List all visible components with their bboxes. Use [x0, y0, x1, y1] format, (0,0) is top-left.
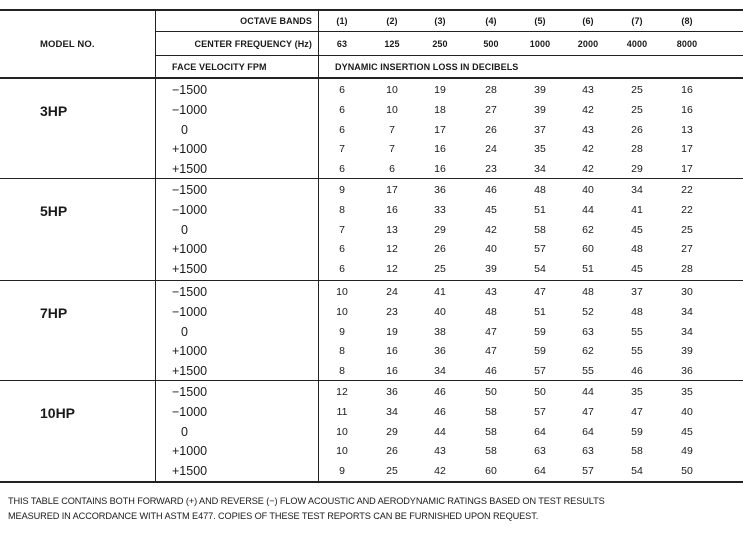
insertion-loss-cell: 48 [631, 243, 643, 256]
insertion-loss-cell: 29 [631, 163, 643, 176]
column-rule-velocity [318, 10, 319, 482]
insertion-loss-cell: 16 [386, 345, 398, 358]
insertion-loss-cell: 30 [681, 286, 693, 298]
insertion-loss-cell: 43 [485, 286, 497, 298]
insertion-loss-cell: 17 [386, 184, 398, 196]
insertion-loss-cell: 29 [434, 223, 446, 236]
insertion-loss-cell: 38 [434, 325, 446, 338]
face-velocity-value: 0 [181, 324, 188, 339]
insertion-loss-cell: 35 [631, 386, 643, 398]
footnote-line-2: MEASURED IN ACCORDANCE WITH ASTM E477. COPIES OF THESE TEST REPORTS CAN BE FURNISHED UPON REQUEST. [8, 511, 539, 521]
insertion-loss-cell: 44 [434, 425, 446, 438]
insertion-loss-cell: 13 [681, 123, 693, 136]
insertion-loss-cell: 60 [485, 465, 497, 478]
insertion-loss-cell: 6 [339, 123, 345, 136]
center-frequency-value: 4000 [626, 39, 648, 49]
insertion-loss-cell: 46 [434, 386, 446, 398]
insertion-loss-cell: 42 [434, 465, 446, 478]
face-velocity-value: −1500 [172, 385, 208, 399]
insertion-loss-cell: 39 [681, 345, 693, 358]
insertion-loss-cell: 6 [389, 163, 395, 176]
insertion-loss-cell: 51 [582, 263, 594, 276]
octave-band-number: (5) [534, 16, 546, 26]
insertion-loss-cell: 45 [631, 223, 643, 236]
face-velocity-value: +1500 [172, 262, 208, 277]
insertion-loss-cell: 6 [339, 263, 345, 276]
group-rule-1 [0, 178, 743, 179]
insertion-loss-cell: 25 [631, 84, 643, 96]
insertion-loss-cell: 26 [386, 445, 398, 458]
insertion-loss-cell: 62 [582, 223, 594, 236]
insertion-loss-cell: 37 [631, 286, 643, 298]
insertion-loss-cell: 10 [336, 445, 348, 458]
insertion-loss-cell: 6 [339, 84, 345, 96]
insertion-loss-cell: 50 [534, 386, 546, 398]
insertion-loss-cell: 12 [386, 263, 398, 276]
column-rule-model [155, 10, 156, 482]
footnote-line-1: THIS TABLE CONTAINS BOTH FORWARD (+) AND REVERSE (−) FLOW ACOUSTIC AND AERODYNAMIC RATINGS BASED ON TEST RESULTS [8, 496, 605, 506]
insertion-loss-cell: 55 [631, 345, 643, 358]
model-name: 10HP [40, 405, 76, 421]
insertion-loss-cell: 34 [534, 163, 546, 176]
insertion-loss-cell: 9 [339, 184, 345, 196]
face-velocity-value: −1000 [172, 202, 208, 217]
octave-band-number: (1) [336, 16, 348, 26]
model-name: 5HP [40, 203, 68, 219]
face-velocity-value: 0 [181, 222, 188, 237]
insertion-loss-cell: 9 [339, 465, 345, 478]
insertion-loss-cell: 43 [434, 445, 446, 458]
insertion-loss-cell: 24 [485, 143, 497, 156]
insertion-loss-cell: 47 [582, 405, 594, 418]
insertion-loss-cell: 28 [681, 263, 693, 276]
insertion-loss-cell: 54 [534, 263, 546, 276]
insertion-loss-cell: 60 [582, 243, 594, 256]
octave-band-number: (7) [631, 16, 643, 26]
insertion-loss-cell: 42 [485, 223, 497, 236]
face-velocity-value: 0 [181, 122, 188, 137]
face-velocity-value: +1500 [172, 162, 208, 177]
insertion-loss-cell: 64 [534, 425, 546, 438]
insertion-loss-cell: 36 [386, 386, 398, 398]
insertion-loss-cell: 25 [681, 223, 693, 236]
model-name: 3HP [40, 103, 68, 119]
face-velocity-label: FACE VELOCITY FPM [172, 62, 267, 72]
face-velocity-value: +1500 [172, 464, 208, 479]
face-velocity-value: +1000 [172, 444, 208, 459]
insertion-loss-cell: 40 [681, 405, 693, 418]
insertion-loss-cell: 49 [681, 445, 693, 458]
insertion-loss-cell: 26 [485, 123, 497, 136]
header-rule-2 [155, 55, 743, 56]
center-frequency-value: 2000 [577, 39, 599, 49]
insertion-loss-cell: 17 [681, 163, 693, 176]
insertion-loss-cell: 16 [386, 203, 398, 216]
model-name: 7HP [40, 305, 68, 321]
face-velocity-value: +1500 [172, 364, 208, 379]
insertion-loss-cell: 28 [485, 84, 497, 96]
insertion-loss-cell: 36 [434, 184, 446, 196]
insertion-loss-cell: 39 [485, 263, 497, 276]
insertion-loss-cell: 19 [386, 325, 398, 338]
insertion-loss-cell: 6 [339, 243, 345, 256]
center-frequency-label: CENTER FREQUENCY (Hz) [194, 39, 312, 49]
insertion-loss-cell: 8 [339, 365, 345, 378]
insertion-loss-cell: 46 [631, 365, 643, 378]
face-velocity-value: −1000 [172, 304, 208, 319]
insertion-loss-cell: 47 [485, 345, 497, 358]
insertion-loss-cell: 7 [339, 223, 345, 236]
insertion-loss-cell: 45 [631, 263, 643, 276]
insertion-loss-cell: 10 [386, 84, 398, 96]
insertion-loss-cell: 29 [386, 425, 398, 438]
octave-band-number: (8) [681, 16, 693, 26]
insertion-loss-cell: 48 [534, 184, 546, 196]
insertion-loss-cell: 42 [582, 143, 594, 156]
insertion-loss-cell: 58 [485, 405, 497, 418]
insertion-loss-cell: 62 [582, 345, 594, 358]
bottom-border [0, 481, 743, 483]
insertion-loss-cell: 42 [582, 103, 594, 116]
insertion-loss-cell: 7 [389, 143, 395, 156]
insertion-loss-cell: 51 [534, 305, 546, 318]
insertion-loss-cell: 34 [681, 305, 693, 318]
center-frequency-value: 125 [384, 39, 400, 49]
insertion-loss-cell: 16 [386, 365, 398, 378]
insertion-loss-cell: 24 [386, 286, 398, 298]
insertion-loss-cell: 59 [534, 325, 546, 338]
insertion-loss-cell: 16 [681, 103, 693, 116]
insertion-loss-cell: 55 [582, 365, 594, 378]
insertion-loss-cell: 33 [434, 203, 446, 216]
insertion-loss-cell: 27 [681, 243, 693, 256]
insertion-loss-cell: 25 [386, 465, 398, 478]
insertion-loss-cell: 27 [485, 103, 497, 116]
insertion-loss-cell: 58 [534, 223, 546, 236]
insertion-loss-cell: 10 [386, 103, 398, 116]
insertion-loss-cell: 58 [485, 445, 497, 458]
face-velocity-value: −1500 [172, 83, 208, 97]
octave-band-number: (3) [434, 16, 446, 26]
insertion-loss-cell: 37 [534, 123, 546, 136]
insertion-loss-cell: 10 [336, 425, 348, 438]
insertion-loss-cell: 8 [339, 345, 345, 358]
insertion-loss-cell: 55 [631, 325, 643, 338]
insertion-loss-cell: 51 [534, 203, 546, 216]
insertion-loss-cell: 16 [434, 143, 446, 156]
insertion-loss-cell: 10 [336, 305, 348, 318]
insertion-loss-cell: 26 [434, 243, 446, 256]
insertion-loss-cell: 34 [386, 405, 398, 418]
insertion-loss-cell: 17 [681, 143, 693, 156]
insertion-loss-cell: 57 [534, 243, 546, 256]
octave-band-number: (6) [582, 16, 594, 26]
insertion-loss-cell: 39 [534, 103, 546, 116]
octave-band-number: (2) [386, 16, 398, 26]
top-border [0, 9, 743, 11]
insertion-loss-cell: 23 [386, 305, 398, 318]
face-velocity-value: +1000 [172, 344, 208, 359]
insertion-loss-cell: 36 [434, 345, 446, 358]
insertion-loss-cell: 7 [339, 143, 345, 156]
insertion-loss-cell: 44 [582, 386, 594, 398]
insertion-loss-cell: 63 [534, 445, 546, 458]
insertion-loss-cell: 41 [434, 286, 446, 298]
insertion-loss-cell: 43 [582, 123, 594, 136]
insertion-loss-cell: 34 [681, 325, 693, 338]
insertion-loss-cell: 10 [336, 286, 348, 298]
center-frequency-value: 1000 [529, 39, 551, 49]
octave-bands-label: OCTAVE BANDS [240, 16, 312, 26]
center-frequency-value: 500 [483, 39, 499, 49]
insertion-loss-cell: 48 [631, 305, 643, 318]
insertion-loss-cell: 47 [631, 405, 643, 418]
insertion-loss-cell: 42 [582, 163, 594, 176]
insertion-loss-cell: 13 [386, 223, 398, 236]
insertion-loss-cell: 19 [434, 84, 446, 96]
insertion-loss-cell: 23 [485, 163, 497, 176]
insertion-loss-cell: 46 [434, 405, 446, 418]
insertion-loss-cell: 8 [339, 203, 345, 216]
insertion-loss-cell: 25 [434, 263, 446, 276]
insertion-loss-cell: 34 [434, 365, 446, 378]
insertion-loss-cell: 12 [386, 243, 398, 256]
dynamic-loss-label: DYNAMIC INSERTION LOSS IN DECIBELS [335, 62, 519, 72]
insertion-loss-cell: 16 [434, 163, 446, 176]
face-velocity-value: +1000 [172, 142, 208, 157]
center-frequency-value: 250 [432, 39, 448, 49]
face-velocity-value: −1500 [172, 285, 208, 299]
insertion-loss-cell: 45 [681, 425, 693, 438]
insertion-loss-cell: 59 [534, 345, 546, 358]
group-rule-2 [0, 280, 743, 281]
insertion-loss-cell: 46 [485, 184, 497, 196]
insertion-loss-cell: 40 [434, 305, 446, 318]
insertion-loss-cell: 16 [681, 84, 693, 96]
insertion-loss-cell: 9 [339, 325, 345, 338]
insertion-loss-cell: 7 [389, 123, 395, 136]
insertion-loss-cell: 18 [434, 103, 446, 116]
insertion-loss-cell: 34 [631, 184, 643, 196]
insertion-loss-cell: 50 [485, 386, 497, 398]
insertion-loss-cell: 12 [336, 386, 348, 398]
insertion-loss-cell: 58 [485, 425, 497, 438]
insertion-loss-cell: 48 [485, 305, 497, 318]
insertion-loss-cell: 39 [534, 84, 546, 96]
insertion-loss-cell: 40 [582, 184, 594, 196]
insertion-loss-cell: 44 [582, 203, 594, 216]
insertion-loss-cell: 11 [336, 405, 348, 418]
insertion-loss-cell: 64 [582, 425, 594, 438]
insertion-loss-cell: 57 [582, 465, 594, 478]
insertion-loss-cell: 6 [339, 163, 345, 176]
face-velocity-value: −1000 [172, 102, 208, 117]
group-rule-3 [0, 380, 743, 381]
insertion-loss-cell: 54 [631, 465, 643, 478]
insertion-loss-cell: 47 [485, 325, 497, 338]
insertion-loss-cell: 35 [681, 386, 693, 398]
insertion-loss-cell: 57 [534, 365, 546, 378]
insertion-loss-cell: 43 [582, 84, 594, 96]
insertion-loss-cell: 35 [534, 143, 546, 156]
insertion-loss-cell: 22 [681, 203, 693, 216]
insertion-loss-cell: 46 [485, 365, 497, 378]
insertion-loss-cell: 57 [534, 405, 546, 418]
insertion-loss-cell: 50 [681, 465, 693, 478]
model-label: MODEL NO. [40, 39, 95, 50]
insertion-loss-cell: 36 [681, 365, 693, 378]
insertion-loss-cell: 45 [485, 203, 497, 216]
octave-band-number: (4) [485, 16, 497, 26]
face-velocity-value: 0 [181, 424, 188, 439]
insertion-loss-cell: 48 [582, 286, 594, 298]
insertion-loss-cell: 47 [534, 286, 546, 298]
insertion-loss-cell: 25 [631, 103, 643, 116]
center-frequency-value: 63 [336, 39, 348, 49]
insertion-loss-cell: 63 [582, 325, 594, 338]
insertion-loss-cell: 40 [485, 243, 497, 256]
face-velocity-value: −1000 [172, 404, 208, 419]
insertion-loss-cell: 41 [631, 203, 643, 216]
insertion-loss-cell: 28 [631, 143, 643, 156]
insertion-loss-cell: 59 [631, 425, 643, 438]
insertion-loss-cell: 6 [339, 103, 345, 116]
insertion-loss-cell: 64 [534, 465, 546, 478]
insertion-loss-cell: 63 [582, 445, 594, 458]
face-velocity-value: −1500 [172, 183, 208, 197]
face-velocity-value: +1000 [172, 242, 208, 257]
insertion-loss-cell: 22 [681, 184, 693, 196]
insertion-loss-cell: 17 [434, 123, 446, 136]
insertion-loss-cell: 52 [582, 305, 594, 318]
insertion-loss-cell: 58 [631, 445, 643, 458]
header-bottom-rule [0, 77, 743, 79]
header-rule-1 [155, 31, 743, 32]
insertion-loss-cell: 26 [631, 123, 643, 136]
center-frequency-value: 8000 [676, 39, 698, 49]
